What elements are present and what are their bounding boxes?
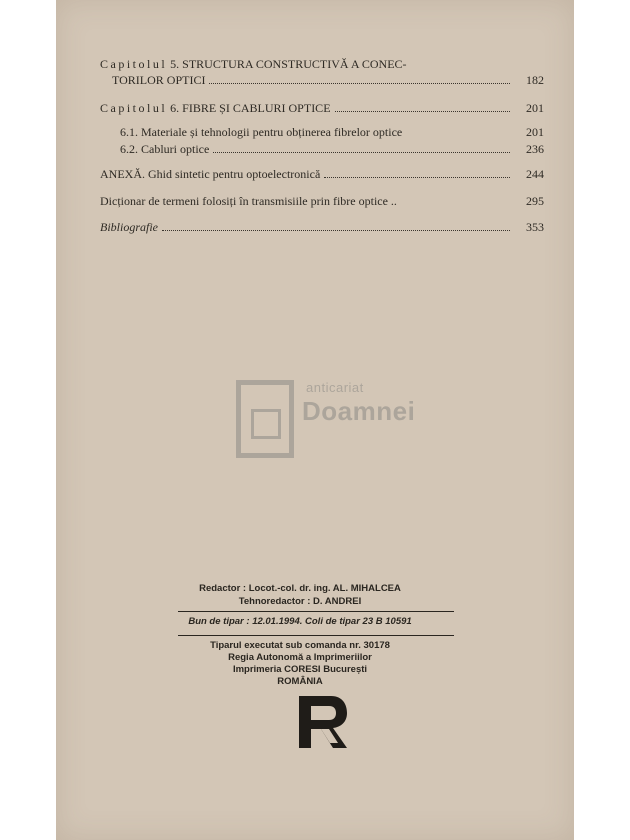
toc-chapter6-prefix: Capitolul — [100, 101, 168, 115]
toc-chapter5-title-line2: TORILOR OPTICI — [112, 73, 206, 87]
toc-chapter6-page: 201 — [526, 101, 544, 115]
toc-section-6-1-page: 201 — [526, 125, 544, 139]
divider — [178, 635, 454, 636]
toc-section-6-2-page: 236 — [526, 142, 544, 156]
toc-bibliography-title: Bibliografie — [100, 220, 158, 234]
colophon-order: Tiparul executat sub comanda nr. 30178 — [210, 640, 390, 651]
colophon-regia: Regia Autonomă a Imprimeriilor — [228, 652, 372, 663]
toc-row-dictionary — [100, 193, 544, 209]
toc-row-annex — [100, 166, 544, 182]
watermark-frame-icon — [236, 380, 294, 458]
toc-dictionary-title: Dicționar de termeni folosiți în transmisiile prin fibre optice .. — [100, 194, 397, 208]
colophon-editor: Redactor : Locot.-col. dr. ing. AL. MIHALCEA — [199, 583, 401, 594]
colophon-country: ROMÂNIA — [277, 676, 323, 687]
colophon-tech-editor: Tehnoredactor : D. ANDREI — [238, 596, 362, 607]
toc-leader — [335, 111, 510, 112]
watermark-big-text: Doamnei — [302, 396, 416, 426]
toc-annex-title: ANEXĂ. Ghid sintetic pentru optoelectronică — [100, 167, 321, 181]
toc-row-section-6-1 — [120, 124, 544, 140]
toc-dictionary-page: 295 — [526, 194, 544, 208]
colophon-print-info: Bun de tipar : 12.01.1994. Coli de tipar 23 B 10591 — [188, 616, 412, 627]
publisher-r-logo-icon — [293, 693, 351, 751]
toc-row-chapter6 — [100, 100, 544, 116]
toc-leader — [209, 83, 510, 84]
toc-leader — [324, 177, 510, 178]
toc-chapter5-heading — [100, 56, 544, 72]
toc-section-6-2-title: 6.2. Cabluri optice — [120, 142, 210, 156]
toc-section-6-1-title: 6.1. Materiale și tehnologii pentru obținerea fibrelor optice — [120, 125, 403, 139]
watermark — [236, 378, 416, 460]
toc-row-section-6-2 — [120, 141, 544, 157]
toc-row-chapter5 — [112, 72, 544, 88]
toc-chapter5-prefix: Capitolul — [100, 57, 168, 71]
toc-leader — [213, 152, 510, 153]
watermark-small-text: anticariat — [306, 380, 364, 395]
colophon-press: Imprimeria CORESI București — [232, 664, 368, 675]
toc-leader — [162, 230, 510, 231]
toc-annex-page: 244 — [526, 167, 544, 181]
toc-bibliography-page: 353 — [526, 220, 544, 234]
toc-row-bibliography — [100, 219, 544, 235]
divider — [178, 611, 454, 612]
toc-chapter6-title: 6. FIBRE ȘI CABLURI OPTICE — [170, 101, 331, 115]
toc-chapter5-title-line1: 5. STRUCTURA CONSTRUCTIVĂ A CONEC- — [170, 57, 407, 71]
toc-chapter5-page: 182 — [526, 73, 544, 87]
